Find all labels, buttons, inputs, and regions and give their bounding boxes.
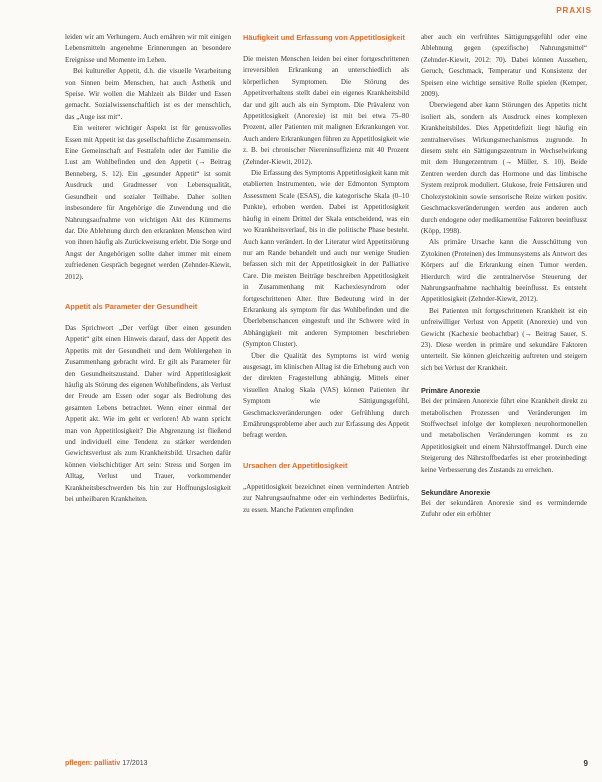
paragraph: aber auch ein verfrühtes Sättigungsgefühl oder eine Ablehnung gegen (spezifische) Nahrungsmittel“ (Zehnder-Kiewit, 2012: 70). Dabei können Aussehen, Geruch, Geschmack, Temperatur und Konsistenz der Speisen eine wichtige sensitive Rolle spielen (Kemper, 2009). xyxy=(421,33,587,99)
paragraph: Bei Patienten mit fortgeschrittenen Krankheit ist ein unfreiwilliger Verlust von Appetit (Anorexie) und von Gewicht (Kachexie beobachtbar) (→ Beitrag Sauer, S. 23). Diese werden in primäre und sekundäre Faktoren unterteilt. Sie können gleichzeitig auftreten und steigern sich bei Verlust der Krankheit. xyxy=(421,306,587,372)
paragraph: Die meisten Menschen leiden bei einer fortgeschrittenen irreversiblen Erkrankung an unterschiedlich als körperlichen Symptomen. Die Störung des Appetitverhaltens stellt dabei ein eigenes Krankheitsbild dar und gilt auch als ein Symptom. Die Prävalenz von Appetitlosigkeit (Anorexie) ist mit bei etwa 75–80 Prozent, aller Patienten mit malignen Erkrankungen vor. Auch andere Erkrankungen führen zu Appetitlosigkeit wie z. B. bei chronischer Niereninsuffizienz mit 40 Prozent (Zehnder-Kiewit, 2012). xyxy=(243,55,409,166)
footer-journal xyxy=(65,760,148,767)
paragraph: Ein weiterer wichtiger Aspekt ist für genussvolles Essen mit Appetit ist das gesellschaftliche Zusammensein. Eine Gemeinschaft auf Festtafeln oder der Familie die Lust am Wohlbefinden und den Appetit (→ Beitrag Benneberg, S. 12). Ein „gesunder Appetit“ ist somit Ausdruck und Gradmesser von Lebensqualität, Gesundheit und sozialer Teilhabe. Daher sollten insbesondere für Angehörige die Zuwendung und die Nahrungsaufnahme von wichtigen Akt des Kümmerns dar. Die Ablehnung durch den erkrankten Menschen wird von ihnen häufig als Zurückweisung erlebt. Die Sorge und Angst der Angehörigen sollte daher immer mit einem zufriedenen Gespräch begegnet werden (Zehnder-Kiewit, 2012). xyxy=(65,124,231,281)
paragraph: Bei der sekundären Anorexie sind es vermindernde Zufuhr oder ein erhöhter xyxy=(421,499,587,519)
paragraph: Das Sprichwort „Der verfügt über einen gesunden Appetit“ gibt einen Hinweis darauf, dass der Appetit des Appetits mit der Gesundheit und dem Wohlergehen in Zusammenhang gebracht wird. Er gilt als Parameter für den Gesundheitszustand. Daher wird Appetitlosigkeit häufig als Störung des eigenen Wohlbefindens, als Verlust der Freude am Essen oder sogar als Bedrohung des gesamten Lebens betrachtet. Wenn einer einmal der Appetit akt. Wie im geht er verloren! Ab wann spricht man von Appetitlosigkeit? Die Abgrenzung ist fließend und individuell eine Tendenz zu stärker werdenden Gewichtsverlust als zum Krankheitsbild. Ursachen dafür können vielschichtiger Art sein: Stress und Sorgen im Alltag, Verlust und Trauer, vorkommender Krankheitsbeschwerden bis hin zur Hoffnungslosigkeit bei unheilbaren Krankheiten. xyxy=(65,323,231,504)
journal-issue: 17/2013 xyxy=(122,760,148,767)
column-2 xyxy=(243,32,409,744)
subheading-secondary-anorexia: Sekundäre Anorexie xyxy=(421,488,491,498)
column-3 xyxy=(421,32,587,744)
section-heading-causes: Ursachen der Appetitlosigkeit xyxy=(243,460,348,470)
paragraph: Die Erfassung des Symptoms Appetitlosigkeit kann mit etablierten Instrumenten, wie der Edmonton Symptom Assessment Scale (ESAS), die kategorische Skala (0–10 Punkte), erhoben werden. Dabei ist Appetitlosigkeit häufig in einem Drittel der Skala entscheidend, was ein wo Krankheitsverlauf, bis in die politische Phase besteht. Auch kann verändert. In der Literatur wird Appetitstörung nur am Rande behandelt und auch nur wenige Studien befassen sich mit der Appetitlosigkeit in der Palliative Care. Die meisten Beiträge beschreiben Appetitlosigkeit in Zusammenhang mit Kachexiesyndrom oder fortgeschrittenen Alter. Ihre Bedeutung wird in der Erkrankung als symptom für das Wohlbefinden und die Überlebenschancen eingestuft und ihr Schwere wird in Abhängigkeit mit anderen Symptomen beschrieben (Sympton Cluster). xyxy=(243,169,409,349)
paragraph: Als primäre Ursache kann die Ausschüttung von Zytokinen (Proteinen) des Immunsystems als Antwort des Körpers auf die Erkrankung einen Tumor werden. Hierdurch wird die zentralnervöse Steuerung der Nahrungsaufnahme nachhaltig beeinflusst. Es entsteht Appetitlosigkeit (Zehnder-Kiewit, 2012). xyxy=(421,238,587,304)
paragraph: Bei der primären Anorexie führt eine Krankheit direkt zu metabolischen Prozessen und Veränderungen im Stoffwechsel infolge der komplexen neurohormonellen und metabolischen Veränderungen kommt es zu Appetitlosigkeit und einem Nährstoffmangel. Durch eine Steigerung des Nährstoffbedarfes ist eher proteinbedingt keine Verbesserung des Zustands zu erreichen. xyxy=(421,397,587,474)
paragraph: „Appetitlosigkeit bezeichnet einen verminderten Antrieb zur Nahrungsaufnahme oder ein verhindertes Bedürfnis, zu essen. Manche Patienten empfinden xyxy=(243,482,409,514)
column-1 xyxy=(65,32,231,744)
paragraph: leiden wir am Verhungern. Auch ernähren wir mit einigen Lebensmitteln angenehme Erinnerungen an besondere Ereignisse und Momente im Leben. xyxy=(65,33,231,64)
journal-name: pflegen: palliativ xyxy=(65,760,121,767)
page-number: 9 xyxy=(583,759,588,768)
section-heading-appetite-parameter: Appetit als Parameter der Gesundheit xyxy=(65,301,198,311)
paragraph: Überwiegend aber kann Störungen des Appetits nicht isoliert als, sondern als Ausdruck eines komplexen Krankheitsbildes. Dies Appetitdefizit liegt häufig ein zentralnervöses Wirkungsmechanismus zugrunde. In diesem steht ein Sättigungszentrum in Wechselwirkung mit dem Hungerzentrum (→ Müller, S. 10). Beide Zentren werden durch das Hormone und das limbische System reziprok moduliert. Glukose, freie Fettsäuren und Cholezystokinin sowie sensorische Reize wirken positiv. Geschmacksveränderungen werden aus anderen auch durch endogene oder medikamentöse Faktoren beeinflusst (Köpp, 1998). xyxy=(421,101,587,235)
section-heading-frequency: Häufigkeit und Erfassung von Appetitlosigkeit xyxy=(243,33,405,42)
subheading-primary-anorexia: Primäre Anorexie xyxy=(421,386,481,396)
paragraph: Über die Qualität des Symptoms ist wird wenig ausgesagt, im klinischen Alltag ist die Erhebung auch von der direkten Fragestellung abhängig. Mittels einer visuellen Analog Skala (VAS) können Patienten ihr Symptom wie Sättigungsgefühl, Geschmacksveränderungen oder Gefrühlung durch Ernährungsprobleme aber auch zur Erfassung des Appetit befragt werden. xyxy=(243,351,409,440)
paragraph: Bei kultureller Appetit, d.h. die visuelle Verarbeitung von Sinnen beim Menschen, hat auch Ästhetik und Speise. Wir wollen die Mahlzeit als Bilder und Essen gemacht. Sozialwissenschaftlich ist es der menschlich, das „Auge isst mit“. xyxy=(65,67,231,121)
article-columns xyxy=(65,32,588,744)
section-tag: PRAXIS xyxy=(556,6,592,15)
